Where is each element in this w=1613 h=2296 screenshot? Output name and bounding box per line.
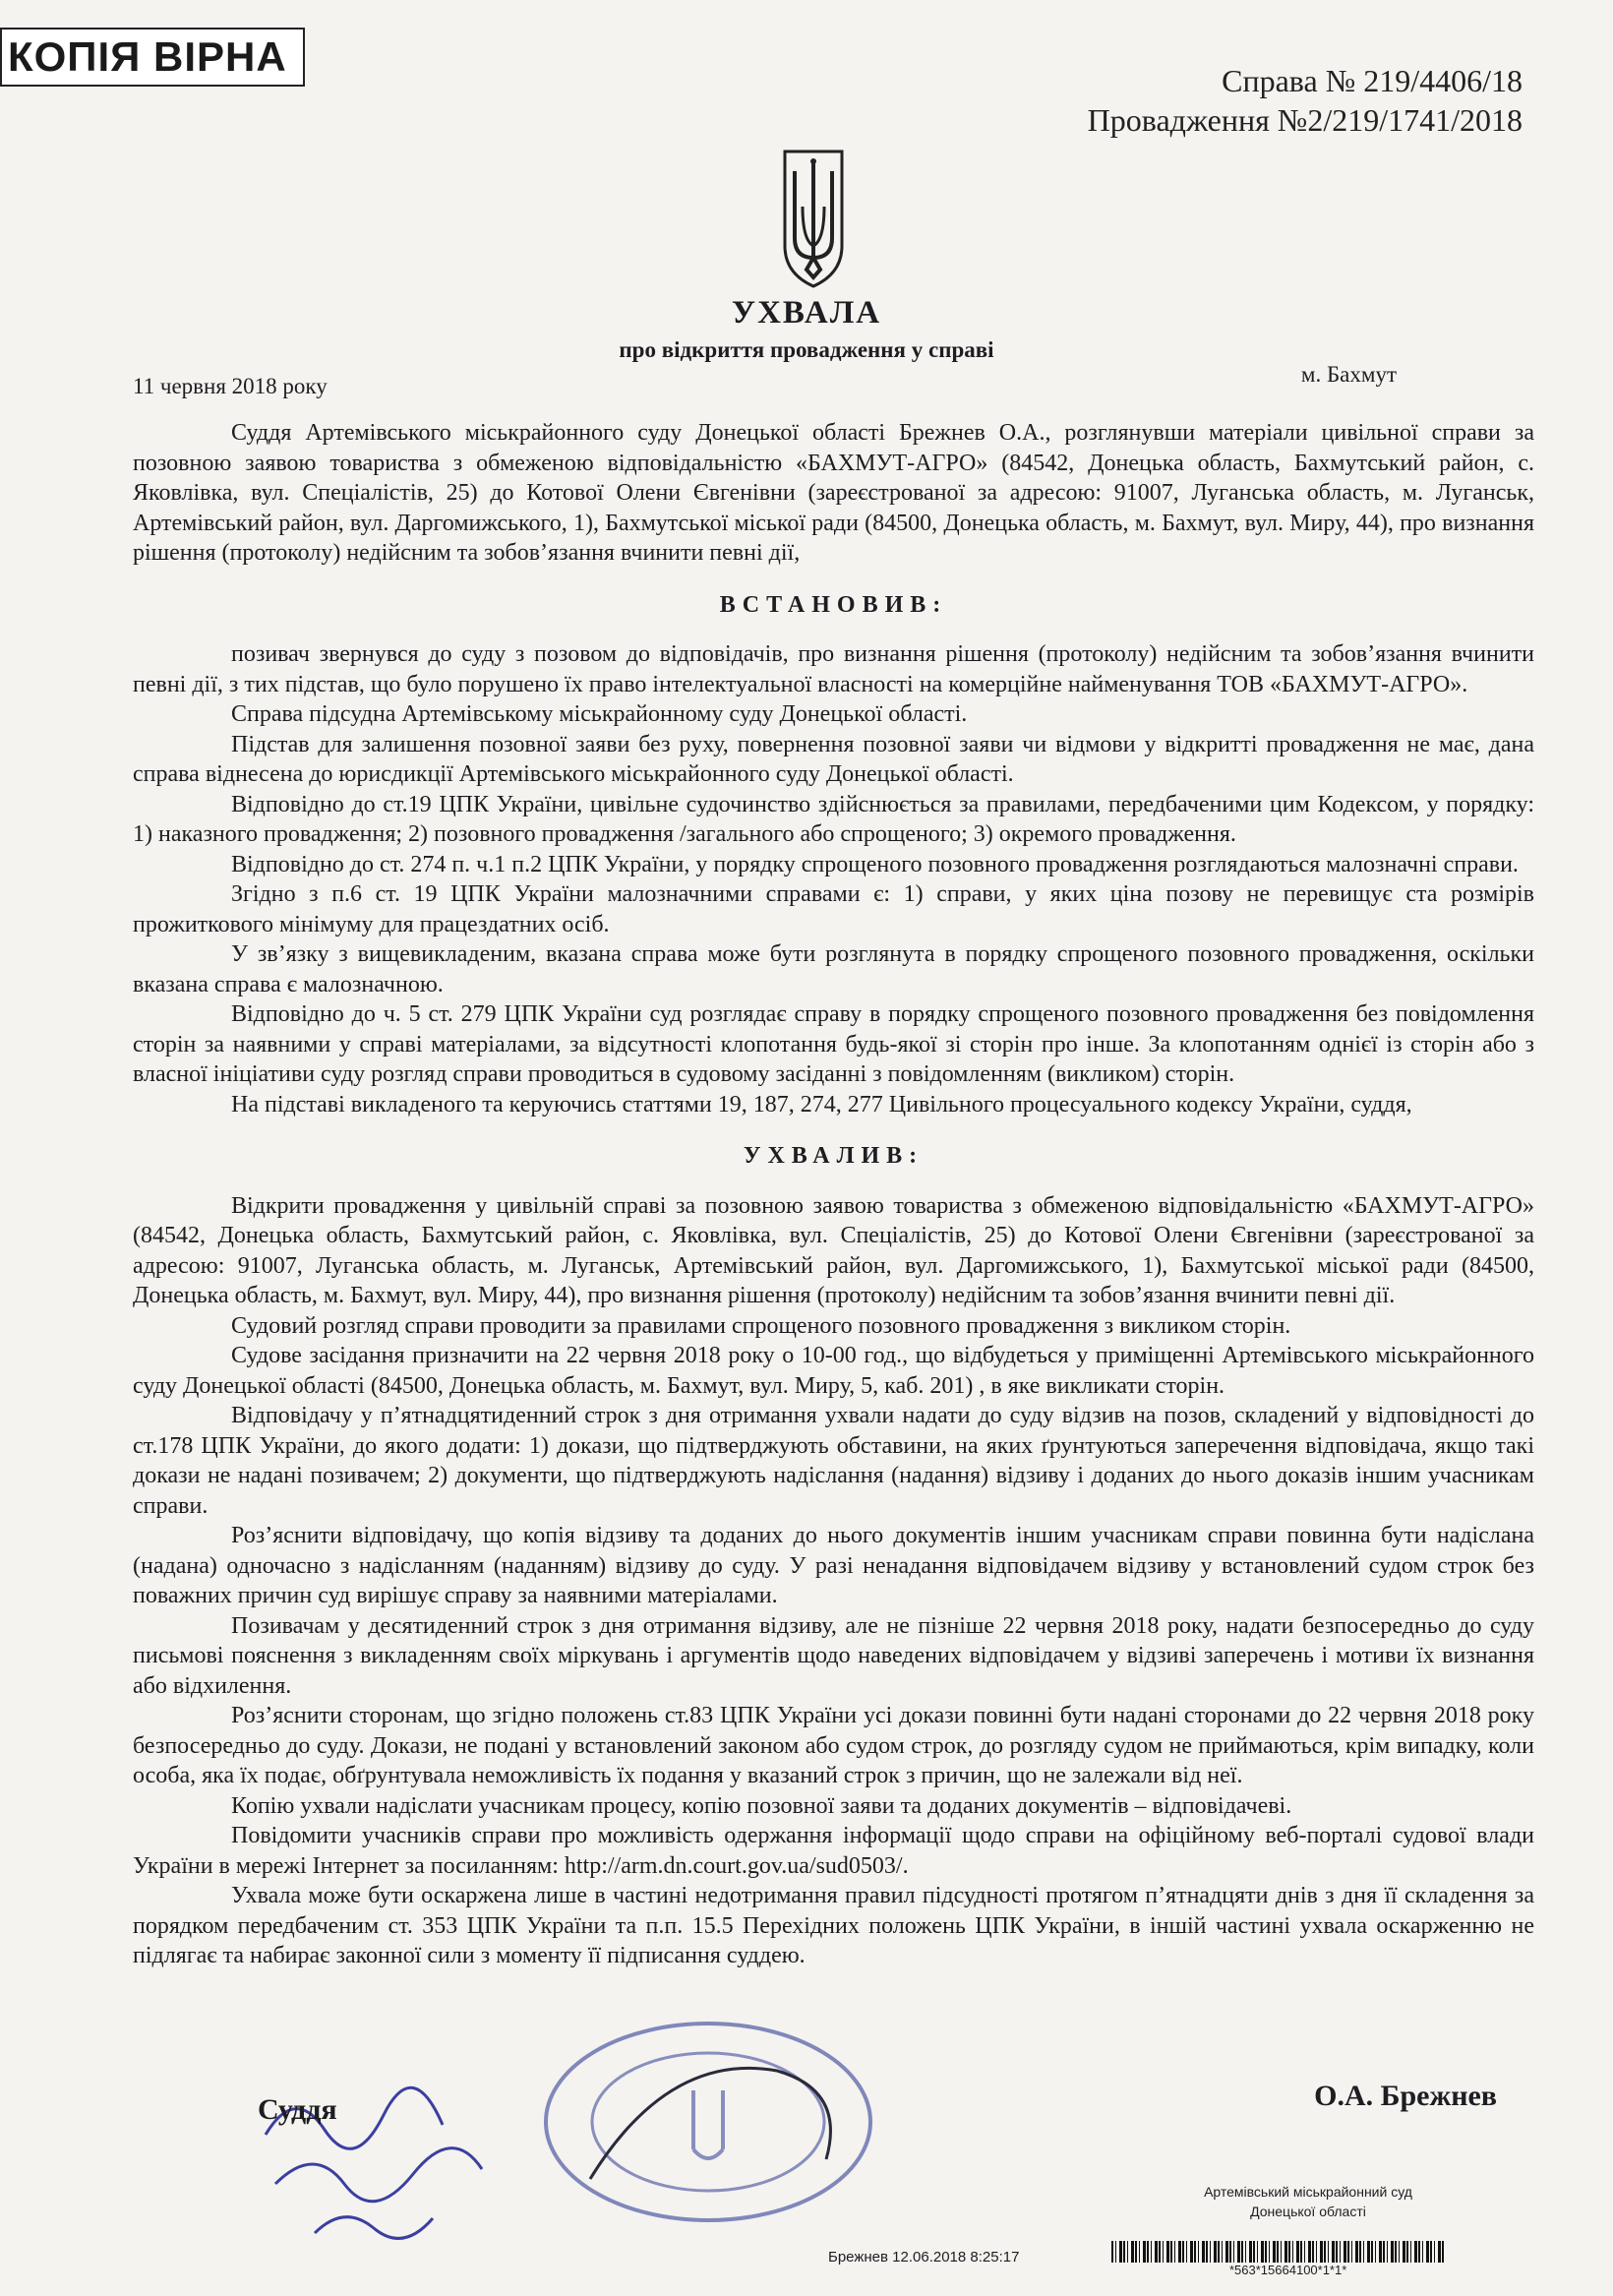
court-footer-line: Донецької області	[1250, 2204, 1366, 2219]
ruled-paragraph: Судове засідання призначити на 22 червня 2018 року о 10-00 год., що відбудеться у приміщенні Артемівського міськрайонного суду Донецької області (84500, Донецька область, м. Бахмут, вул. Миру, 5, каб. 201) , в яке викликати сторін.	[133, 1343, 1534, 1399]
case-number: Справа № 219/4406/18	[1222, 63, 1523, 98]
proceeding-number: Провадження №2/219/1741/2018	[1087, 102, 1523, 138]
document-title: УХВАЛА	[731, 295, 882, 331]
signature-name: О.А. Брежнев	[1314, 2080, 1497, 2112]
established-paragraph: На підставі викладеного та керуючись статтями 19, 187, 274, 277 Цивільного процесуального кодексу України, суддя,	[231, 1091, 1412, 1118]
established-paragraph: Відповідно до ст.19 ЦПК України, цивільне судочинство здійснюється за правилами, передбаченими цим Кодексом, у порядку: 1) наказного провадження; 2) позовного провадження /загального або спрощеного; 3) окремого провадження.	[133, 791, 1534, 847]
trident-icon	[779, 148, 848, 290]
ruled-paragraph: Повідомити учасників справи про можливість одержання інформації щодо справи на офіційному веб-порталі судової влади України в мережі Інтернет за посиланням: http://arm.dn.court.gov.ua/sud0503/.	[133, 1823, 1534, 1879]
established-paragraph: Підстав для залишення позовної заяви без руху, повернення позовної заяви чи відмови у відкритті провадження не має, дана справа віднесена до юрисдикції Артемівського міськрайонного суду Донецької області.	[133, 731, 1534, 787]
barcode-text: *563*15664100*1*1*	[1229, 2263, 1347, 2277]
court-seal-icon	[531, 2012, 885, 2233]
ruled-paragraph: Роз’яснити відповідачу, що копія відзиву та доданих до нього документів іншим учасникам справи повинна бути надіслана (надана) одночасно з надісланням (наданням) відзиву до суду. У разі ненадання відповідачем відзиву у встановлений судом строк без поважних причин суд вирішує справу за наявними матеріалами.	[133, 1523, 1534, 1608]
document-place: м. Бахмут	[1300, 362, 1397, 387]
established-paragraph: Відповідно до ст. 274 п. ч.1 п.2 ЦПК України, у порядку спрощеного позовного провадження розглядаються малозначні справи.	[231, 851, 1519, 877]
ruled-paragraph: Ухвала може бути оскаржена лише в частині недотримання правил підсудності протягом п’ятнадцяти днів з дня її складення за порядком передбаченим ст. 353 ЦПК України та п.п. 15.5 Перехідних положень ЦПК України, в іншій частині ухвала оскарженню не підлягає та набирає законної сили з моменту її підписання суддею.	[133, 1883, 1534, 1968]
signature-label: Суддя	[258, 2093, 337, 2126]
established-paragraph: Згідно з п.6 ст. 19 ЦПК України малозначними справами є: 1) справи, у яких ціна позову не перевищує ста розмірів прожиткового мінімуму для працездатних осіб.	[133, 881, 1534, 937]
ruled-paragraph: Судовий розгляд справи проводити за правилами спрощеного позовного провадження з викликом сторін.	[231, 1312, 1291, 1339]
ruled-paragraph: Позивачам у десятиденний строк з дня отримання відзиву, але не пізніше 22 червня 2018 року, надати безпосередньо до суду письмові пояснення з викладенням своїх міркувань і аргументів щодо наведених відповідачем у відзиві заперечень і мотиви їх визнання або відхилення.	[133, 1612, 1534, 1699]
document-body	[133, 418, 1534, 1971]
copy-true-stamp: КОПІЯ ВІРНА	[0, 28, 305, 87]
established-paragraph: Справа підсудна Артемівському міськрайонному суду Донецької області.	[231, 701, 968, 727]
ruled-paragraph: Відкрити провадження у цивільній справі за позовною заявою товариства з обмеженою відповідальністю «БАХМУТ-АГРО» (84542, Донецька область, Бахмутський район, с. Яковлівка, вул. Спеціалістів, 25) до Котової Олени Євгенівни (зареєстрованої за адресою: 91007, Луганська область, м. Луганськ, Артемівський район, вул. Даргомижського, 1), Бахмутської міської ради (84500, Донецька область, м. Бахмут, вул. Миру, 44), про визнання рішення (протоколу) недійсним та зобов’язання вчинити певні дії.	[133, 1192, 1534, 1308]
document-date: 11 червня 2018 року	[133, 374, 328, 398]
ruled-paragraph: Відповідачу у п’ятнадцятиденний строк з дня отримання ухвали надати до суду відзив на позов, складений у відповідності до ст.178 ЦПК України, до якого додати: 1) докази, що підтверджують обставини, на яких ґрунтуються заперечення відповідача, якщо такі докази не надані позивачем; 2) документи, що підтверджують надіслання (надання) відзиву і доданих до нього доказів іншим учасникам справи.	[133, 1403, 1534, 1519]
established-paragraph: У зв’язку з вищевикладеним, вказана справа може бути розглянута в порядку спрощеного позовного провадження, оскільки вказана справа є малозначною.	[133, 941, 1534, 997]
established-paragraph: Відповідно до ч. 5 ст. 279 ЦПК України суд розглядає справу в порядку спрощеного позовного провадження без повідомлення сторін за наявними у справі матеріалами, за відсутності клопотання будь-якої зі сторін про інше. За клопотанням однієї із сторін або з власної ініціативи суду розгляд справи проводиться в судовому засіданні з повідомленням (викликом) сторін.	[133, 1001, 1534, 1087]
intro-paragraph: Суддя Артемівського міськрайонного суду Донецької області Брежнев О.А., розглянувши матеріали цивільної справи за позовною заявою товариства з обмеженою відповідальністю «БАХМУТ-АГРО» (84542, Донецька область, Бахмутський район, с. Яковлівка, вул. Спеціалістів, 25) до Котової Олени Євгенівни (зареєстрованої за адресою: 91007, Луганська область, м. Луганськ, Артемівський район, вул. Даргомижського, 1), Бахмутської міської ради (84500, Донецька область, м. Бахмут, вул. Миру, 44), про визнання рішення (протоколу) недійсним та зобов’язання вчинити певні дії,	[133, 420, 1534, 566]
ruled-paragraph: Роз’яснити сторонам, що згідно положень ст.83 ЦПК України усі докази повинні бути надані сторонами до 22 червня 2018 року безпосередньо до суду. Докази, не подані у встановлений законом або судом строк, до розгляду судом не приймаються, крім випадку, коли особа, яка їх подає, обґрунтувала неможливість їх подання у вказаний строк з причин, що не залежали від неї.	[133, 1703, 1534, 1788]
barcode-icon	[1111, 2241, 1446, 2263]
heading-ruled: УХВАЛИВ:	[743, 1143, 925, 1169]
document-subtitle: про відкриття провадження у справі	[619, 337, 994, 362]
heading-established: ВСТАНОВИВ:	[719, 591, 948, 618]
ruled-paragraph: Копію ухвали надіслати учасникам процесу, копію позовної заяви та доданих документів – відповідачеві.	[231, 1792, 1292, 1819]
court-footer-line: Артемівський міськрайонний суд	[1204, 2184, 1412, 2200]
established-paragraph: позивач звернувся до суду з позовом до відповідачів, про визнання рішення (протоколу) недійсним та зобов’язання вчинити певні дії, з тих підстав, що було порушено їх право інтелектуальної власності на комерційне найменування ТОВ «БАХМУТ-АГРО».	[133, 641, 1534, 697]
case-numbers	[1088, 61, 1523, 140]
electronic-signature: Брежнев 12.06.2018 8:25:17	[828, 2249, 1020, 2266]
court-footer	[1180, 2182, 1436, 2221]
